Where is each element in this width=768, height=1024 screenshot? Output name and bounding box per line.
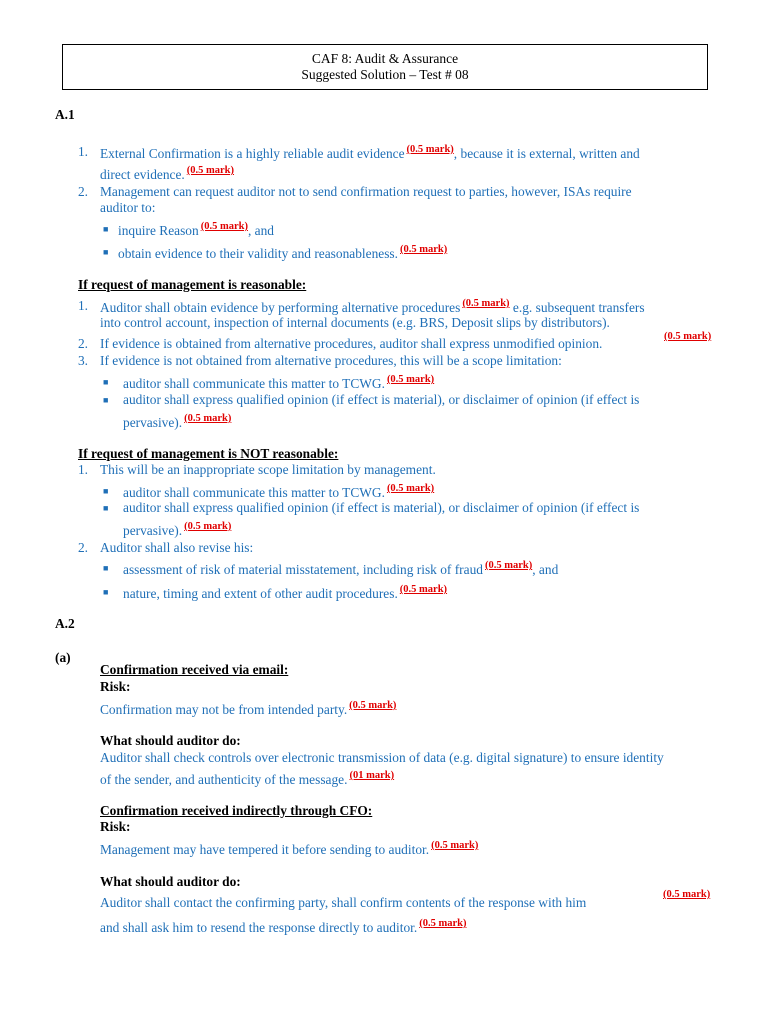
not-reasonable-item1-bullet2-line1: auditor shall express qualified opinion (if effect is material), or disclaimer of opinion (if effect is — [123, 500, 640, 515]
a2-heading: A.2 — [55, 616, 75, 631]
a1-p2-line1: Management can request auditor not to send confirmation request to parties, however, ISAs require — [100, 184, 632, 199]
bullet-icon: ■ — [103, 563, 109, 573]
not-reasonable-item2: Auditor shall also revise his: — [100, 540, 254, 555]
not-reasonable-item2-bullet1: assessment of risk of material misstatement, including risk of fraud $^{(0.5 mark)}$, and — [123, 560, 559, 577]
bullet-icon: ■ — [103, 224, 109, 234]
list-number: 2. — [77, 184, 88, 199]
email-risk-text: Confirmation may not be from intended party. $^{(0.5 mark)}$ — [100, 700, 397, 717]
not-reasonable-heading: If request of management is NOT reasonable: — [78, 446, 339, 461]
mark-badge: (0.5 mark) — [386, 374, 435, 385]
email-do-line1: Auditor shall check controls over electronic transmission of data (e.g. digital signature) to ensure identity — [100, 750, 664, 765]
bullet-icon: ■ — [103, 377, 109, 387]
mark-badge: (0.5 mark) — [664, 331, 712, 342]
a1-heading: A.1 — [55, 107, 75, 122]
mark-badge: (0.5 mark) — [663, 889, 711, 900]
list-number: 3. — [77, 353, 88, 368]
reasonable-item3: If evidence is not obtained from alternative procedures, this will be a scope limitation: — [100, 353, 562, 368]
email-heading: Confirmation received via email: — [100, 662, 289, 677]
mark-badge: (01 mark) — [349, 770, 395, 781]
mark-badge: (0.5 mark) — [349, 700, 397, 711]
mark-badge: (0.5 mark) — [462, 298, 510, 309]
cfo-do-label: What should auditor do: — [100, 874, 241, 889]
reasonable-item3-bullet2-line1: auditor shall express qualified opinion (if effect is material), or disclaimer of opinion (if effect is — [123, 392, 640, 407]
mark-badge: (0.5 mark) — [419, 918, 467, 929]
reasonable-heading: If request of management is reasonable: — [78, 277, 307, 292]
list-number: 1. — [77, 298, 88, 313]
a2-part-label: (a) — [55, 650, 71, 665]
list-number: 1. — [77, 462, 88, 477]
mark-badge: (0.5 mark) — [386, 483, 435, 494]
a1-p2-line2: auditor to: — [100, 200, 156, 215]
list-number: 2. — [77, 336, 88, 351]
bullet-icon: ■ — [103, 486, 109, 496]
not-reasonable-item1-bullet1: auditor shall communicate this matter to TCWG. $^{(0.5 mark)}$ — [123, 483, 435, 500]
bullet-icon: ■ — [103, 503, 109, 513]
mark-badge: (0.5 mark) — [400, 244, 448, 255]
reasonable-item2: If evidence is obtained from alternative procedures, auditor shall express unmodified opinion. — [100, 336, 603, 351]
reasonable-item1-line1: Auditor shall obtain evidence by performing alternative procedures $^{(0.5 mark)}$ e.g. subsequent transfers — [100, 298, 645, 315]
mark-badge: (0.5 mark) — [399, 584, 448, 595]
list-number: 1. — [77, 144, 88, 159]
reasonable-item3-bullet2-line2: pervasive). $^{(0.5 mark)}$ — [123, 413, 232, 430]
mark-badge: (0.5 mark) — [484, 560, 533, 571]
a1-p2-bullet2: obtain evidence to their validity and reasonableness. $^{(0.5 mark)}$ — [118, 244, 448, 261]
mark-badge: (0.5 mark) — [200, 221, 248, 232]
header-subtitle: Suggested Solution – Test # 08 — [301, 67, 469, 82]
mark-badge: (0.5 mark) — [406, 144, 454, 155]
header-title: CAF 8: Audit & Assurance — [311, 51, 459, 66]
cfo-risk-label: Risk: — [100, 819, 131, 834]
a1-p1-line2: direct evidence. $^{(0.5 mark)}$ — [100, 165, 235, 182]
bullet-icon: ■ — [103, 587, 109, 597]
email-do-label: What should auditor do: — [100, 733, 241, 748]
mark-badge: (0.5 mark) — [431, 840, 479, 851]
a1-p1-line1: External Confirmation is a highly reliable audit evidence $^{(0.5 mark)}$, because it is external, written and — [100, 144, 640, 161]
email-risk-label: Risk: — [100, 679, 131, 694]
reasonable-item3-bullet1: auditor shall communicate this matter to TCWG. $^{(0.5 mark)}$ — [123, 374, 435, 391]
bullet-icon: ■ — [103, 247, 109, 257]
cfo-do-line2: and shall ask him to resend the response directly to auditor. $^{(0.5 mark)}$ — [100, 918, 467, 935]
mark-badge: (0.5 mark) — [184, 413, 232, 424]
a1-p2-bullet1: inquire Reason $^{(0.5 mark)}$, and — [118, 221, 274, 238]
not-reasonable-item2-bullet2: nature, timing and extent of other audit procedures. $^{(0.5 mark)}$ — [123, 584, 448, 601]
bullet-icon: ■ — [103, 395, 109, 405]
cfo-heading: Confirmation received indirectly through CFO: — [100, 803, 373, 818]
mark-badge: (0.5 mark) — [184, 521, 232, 532]
reasonable-item1-line2: into control account, inspection of internal documents (e.g. BRS, Deposit slips by distributors). — [100, 315, 610, 330]
header-box — [62, 44, 708, 90]
not-reasonable-item1-bullet2-line2: pervasive). $^{(0.5 mark)}$ — [123, 521, 232, 538]
cfo-do-line1: Auditor shall contact the confirming party, shall confirm contents of the response with him — [100, 895, 587, 910]
email-do-line2: of the sender, and authenticity of the message. $^{(01 mark)}$ — [100, 770, 395, 787]
list-number: 2. — [77, 540, 88, 555]
not-reasonable-item1: This will be an inappropriate scope limitation by management. — [100, 462, 436, 477]
cfo-risk-text: Management may have tempered it before sending to auditor. $^{(0.5 mark)}$ — [100, 840, 479, 857]
mark-badge: (0.5 mark) — [186, 165, 235, 176]
